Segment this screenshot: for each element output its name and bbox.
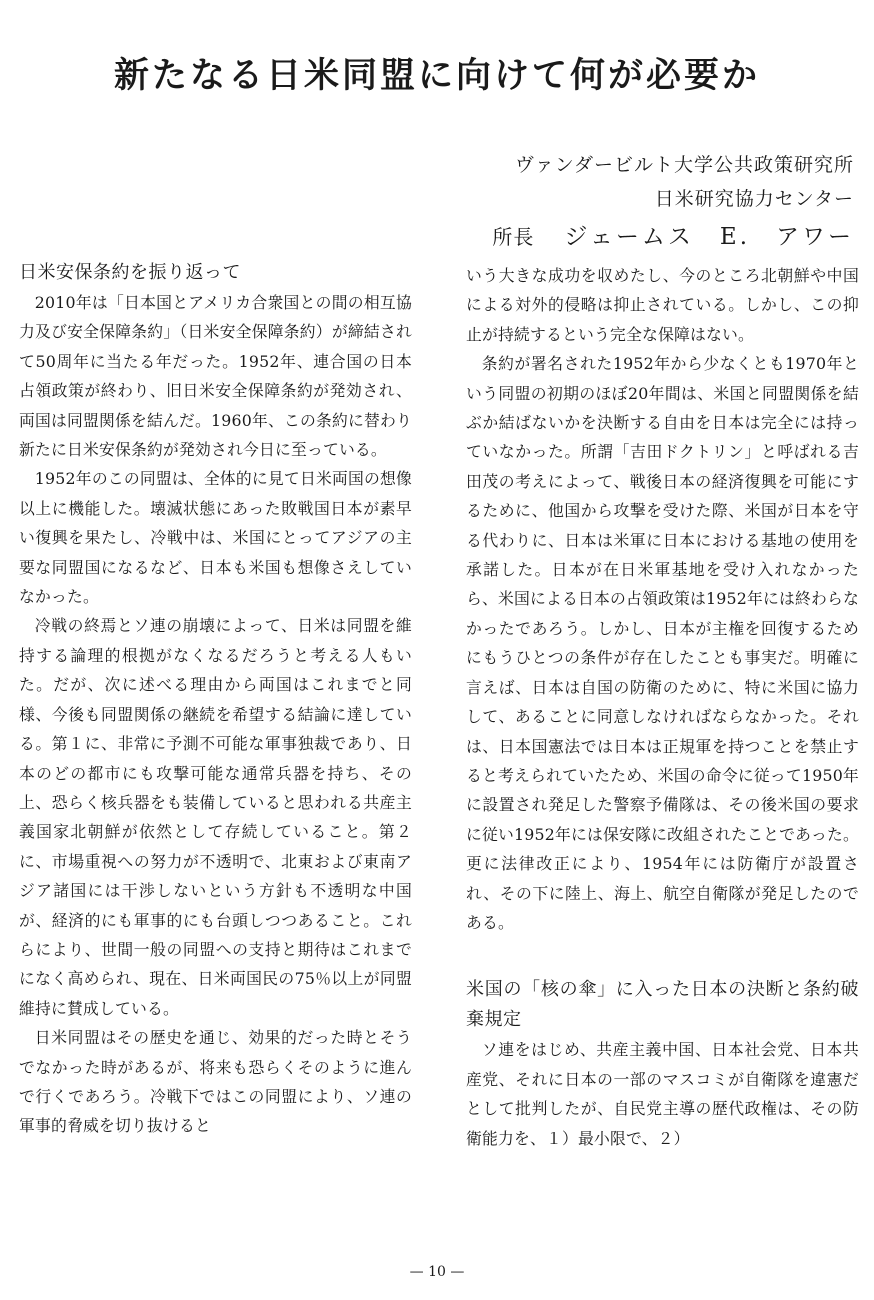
paragraph: 日米同盟はその歴史を通じ、効果的だった時とそうでなかった時があるが、将来も恐らくそのように進んで行くであろう。冷戦下ではこの同盟により、ソ連の軍事的脅威を切り抜けると bbox=[19, 1028, 412, 1136]
paragraph: 条約が署名された1952年から少なくとも1970年という同盟の初期のほぼ20年間は、米国と同盟関係を結ぶか結ばないかを決断する自由を日本は完全には持っていなかった。所謂「吉田ドクトリン」と呼ばれる吉田茂の考えによって、戦後日本の経済復興を可能にするために、他国から攻撃を受けた際、米国が日本を守る代わりに、日本は米軍に日本における基地の使用を承諾した。日本が在日米軍基地を受け入れなかったら、米国による日本の占領政策は1952年には終わらなかったであろう。しかし、日本が主権を回復するためにもうひとつの条件が存在したことも事実だ。明確に言えば、日本は自国の防衛のために、特に米国に協力して、あることに同意しなければならなかった。それは、日本国憲法では日本は正規軍を持つことを禁止すると考えられていたため、米国の命令に従って1950年に設置され発足した警察予備隊は、その後米国の要求に従い1952年には保安隊に改組されたことであった。更に法律改正により、1954年には防衛庁が設置され、その下に陸上、海上、航空自衛隊が発足したのである。 bbox=[466, 354, 859, 932]
paragraph-continued: いう大きな成功を収めたし、今のところ北朝鮮や中国による対外的侵略は抑止されている。しかし、この抑止が持続するという完全な保障はない。 bbox=[466, 266, 859, 344]
left-column bbox=[19, 258, 412, 1141]
paragraph: 1952年のこの同盟は、全体的に見て日米両国の想像以上に機能した。壊滅状態にあった敗戦国日本が素早い復興を果たし、冷戦中は、米国にとってアジアの主要な同盟国になるなど、日本も米国も想像さえしていなかった。 bbox=[19, 469, 412, 607]
byline bbox=[492, 148, 854, 256]
section-heading: 米国の「核の傘」に入った日本の決断と条約破棄規定 bbox=[466, 979, 859, 1031]
author-name: ジェームス E. アワー bbox=[564, 224, 854, 250]
byline-department: 日米研究協力センター bbox=[654, 188, 854, 210]
byline-author bbox=[492, 218, 854, 256]
section-heading: 日米安保条約を振り返って bbox=[19, 262, 241, 283]
byline-organization: ヴァンダービルト大学公共政策研究所 bbox=[514, 154, 854, 176]
author-role: 所長 bbox=[492, 225, 535, 249]
paragraph: 2010年は「日本国とアメリカ合衆国との間の相互協力及び安全保障条約」（日米安全保障条約）が締結されて50周年に当たる年だった。1952年、連合国の日本占領政策が終わり、旧日米安全保障条約が発効され、両国は同盟関係を結んだ。1960年、この条約に替わり新たに日米安保条約が発効され今日に至っている。 bbox=[19, 293, 412, 460]
article-title: 新たなる日米同盟に向けて何が必要か bbox=[113, 55, 760, 96]
paragraph: ソ連をはじめ、共産主義中国、日本社会党、日本共産党、それに日本の一部のマスコミが自衛隊を違憲だとして批判したが、自民党主導の歴代政権は、その防衛能力を、１）最小限で、２） bbox=[466, 1040, 859, 1148]
right-column bbox=[466, 261, 859, 1153]
page-number: — 10 — bbox=[409, 1264, 465, 1280]
paragraph: 冷戦の終焉とソ連の崩壊によって、日米は同盟を維持する論理的根拠がなくなるだろうと考える人もいた。だが、次に述べる理由から両国はこれまでと同様、今後も同盟関係の継続を希望する結論に達している。第１に、非常に予測不可能な軍事独裁であり、日本のどの都市にも攻撃可能な通常兵器を持ち、その上、恐らく核兵器をも装備していると思われる共産主義国家北朝鮮が依然として存続していること。第２に、市場重視への努力が不透明で、北東および東南アジア諸国には干渉しないという方針も不透明な中国が、経済的にも軍事的にも台頭しつつあること。これらにより、世間一般の同盟への支持と期待はこれまでになく高められ、現在、日米両国民の75％以上が同盟維持に賛成している。 bbox=[19, 616, 412, 1018]
